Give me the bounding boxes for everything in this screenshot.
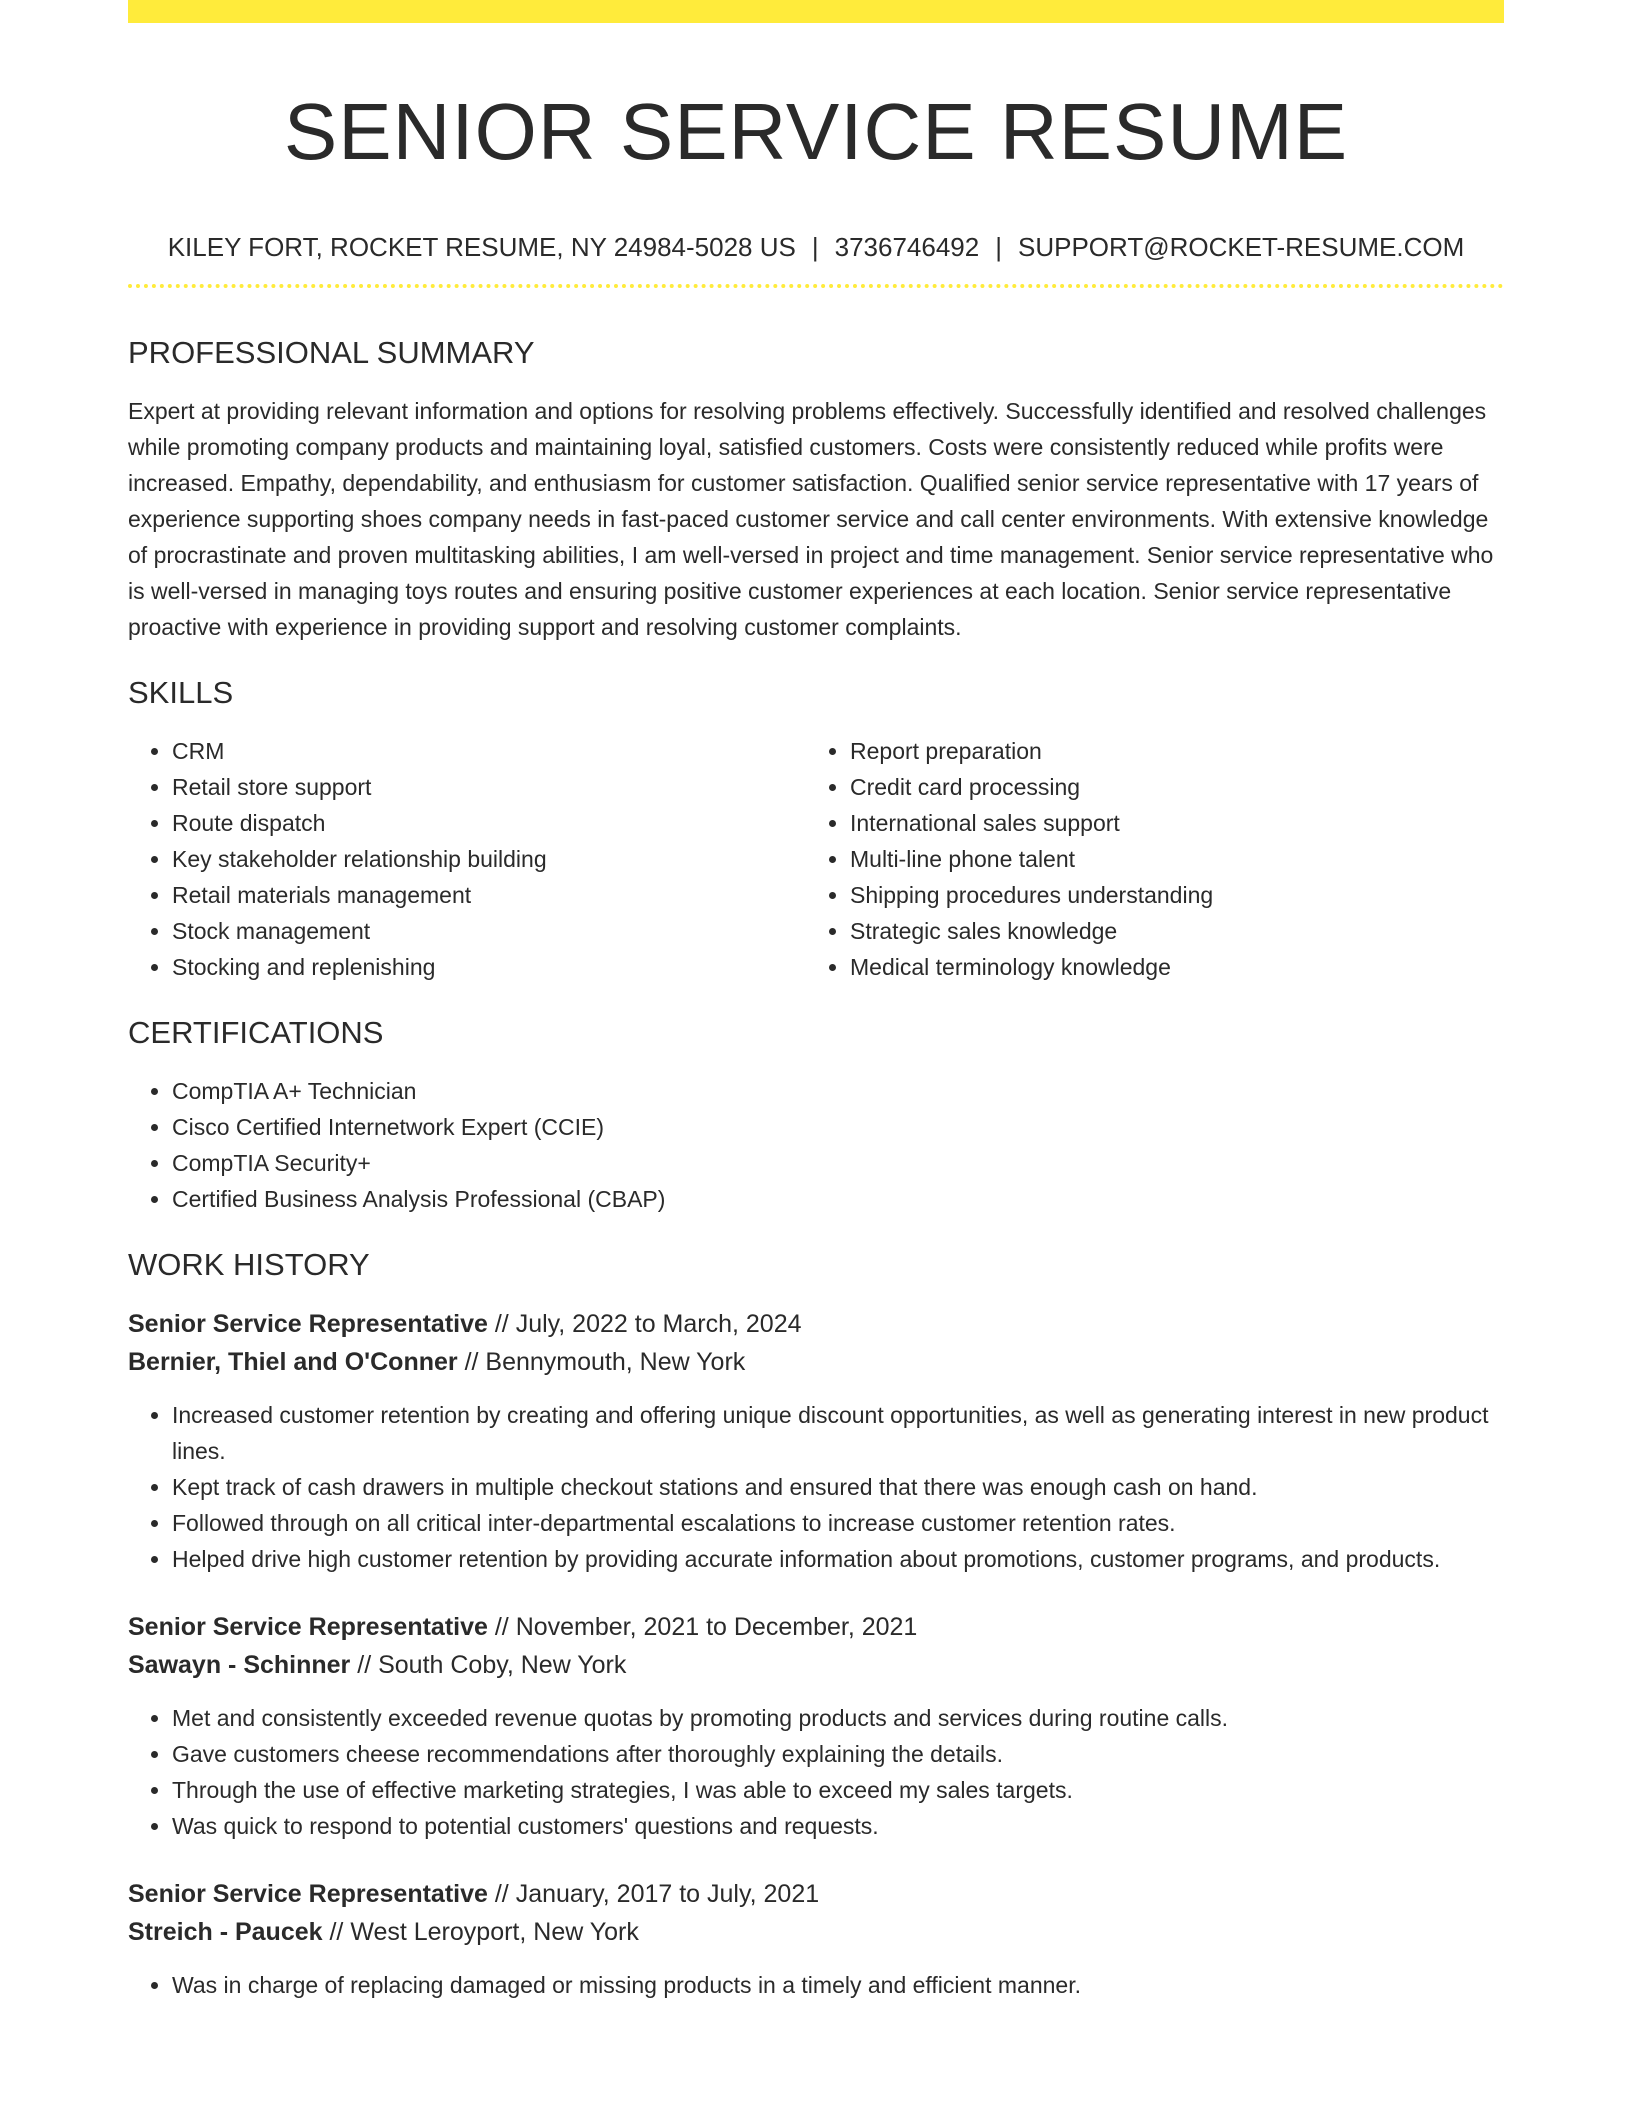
job-title-line <box>128 1305 1504 1343</box>
certifications-list <box>128 1073 1504 1217</box>
job-title-line <box>128 1608 1504 1646</box>
job-dates: // January, 2017 to July, 2021 <box>487 1880 820 1908</box>
job-bullet: • Increased customer retention by creating and offering unique discount opportunities, as well as generating interest in new product lines. <box>172 1397 1504 1469</box>
job-company: Bernier, Thiel and O'Conner <box>128 1348 458 1376</box>
skill-item: • Report preparation <box>850 733 1484 769</box>
job-company-line <box>128 1913 1504 1951</box>
skill-item: • Stock management <box>172 913 806 949</box>
skill-item: • Retail store support <box>172 769 806 805</box>
skill-item: • International sales support <box>850 805 1484 841</box>
job-title: Senior Service Representative <box>128 1880 488 1908</box>
summary-heading: PROFESSIONAL SUMMARY <box>128 335 535 370</box>
skill-item: • Credit card processing <box>850 769 1484 805</box>
job-entry <box>128 1875 1504 2003</box>
skill-item: • Route dispatch <box>172 805 806 841</box>
job-company-line <box>128 1646 1504 1684</box>
skill-item: • Medical terminology knowledge <box>850 949 1484 985</box>
skill-item: • Shipping procedures understanding <box>850 877 1484 913</box>
job-location: // West Leroyport, New York <box>322 1918 639 1946</box>
job-bullet: • Helped drive high customer retention by providing accurate information about promotions, customer programs, and products. <box>172 1541 1504 1577</box>
job-bullet: • Followed through on all critical inter-departmental escalations to increase customer retention rates. <box>172 1505 1504 1541</box>
job-bullet: • Through the use of effective marketing strategies, I was able to exceed my sales targets. <box>172 1772 1504 1808</box>
job-title: Senior Service Representative <box>128 1310 488 1338</box>
certifications-heading: CERTIFICATIONS <box>128 1015 384 1050</box>
work-history-heading: WORK HISTORY <box>128 1247 370 1282</box>
contact-phone: 3736746492 <box>834 232 980 262</box>
skill-item: • CRM <box>172 733 806 769</box>
job-title: Senior Service Representative <box>128 1613 488 1641</box>
job-bullet: • Was quick to respond to potential customers' questions and requests. <box>172 1808 1504 1844</box>
job-location: // South Coby, New York <box>350 1651 627 1679</box>
certification-item: • CompTIA Security+ <box>172 1145 1504 1181</box>
job-bullet: • Gave customers cheese recommendations after thoroughly explaining the details. <box>172 1736 1504 1772</box>
contact-separator: | <box>995 232 1002 262</box>
resume-title: SENIOR SERVICE RESUME <box>283 87 1349 176</box>
skills-heading: SKILLS <box>128 675 234 710</box>
skills-list-right <box>806 733 1484 985</box>
job-entry <box>128 1305 1504 1577</box>
skill-item: • Stocking and replenishing <box>172 949 806 985</box>
certification-item: • CompTIA A+ Technician <box>172 1073 1504 1109</box>
skill-item: • Strategic sales knowledge <box>850 913 1484 949</box>
contact-email: SUPPORT@ROCKET-RESUME.COM <box>1017 232 1465 262</box>
contact-line <box>128 230 1504 264</box>
skill-item: • Key stakeholder relationship building <box>172 841 806 877</box>
job-company: Streich - Paucek <box>128 1918 323 1946</box>
job-company-line <box>128 1343 1504 1381</box>
job-bullets <box>128 1700 1504 1844</box>
job-location: // Bennymouth, New York <box>457 1348 746 1376</box>
job-dates: // July, 2022 to March, 2024 <box>487 1310 802 1338</box>
summary-text: Expert at providing relevant information and options for resolving problems effectively. Successfully identified and resolved challenges while promoting company products and maintaining loyal, satisfied customers. Costs were consistently reduced while profits were increased. Empathy, dependability, and enthusiasm for customer satisfaction. Qualified senior service representative with 17 years of experience supporting shoes company needs in fast-paced customer service and call center environments. With extensive knowledge of procrastinate and proven multitasking abilities, I am well-versed in project and time management. Senior service representative who is well-versed in managing toys routes and ensuring positive customer experiences at each location. Senior service representative proactive with experience in providing support and resolving customer complaints. <box>128 398 1494 640</box>
job-title-line <box>128 1875 1504 1913</box>
skill-item: • Multi-line phone talent <box>850 841 1484 877</box>
certification-item: • Cisco Certified Internetwork Expert (CCIE) <box>172 1109 1504 1145</box>
skill-item: • Retail materials management <box>172 877 806 913</box>
contact-address: KILEY FORT, ROCKET RESUME, NY 24984-5028 US <box>167 232 796 262</box>
job-bullet: • Met and consistently exceeded revenue quotas by promoting products and services during routine calls. <box>172 1700 1504 1736</box>
header-divider <box>128 284 1504 288</box>
job-entry <box>128 1608 1504 1844</box>
skills-column-right <box>806 733 1484 985</box>
contact-separator: | <box>811 232 819 262</box>
certification-item: • Certified Business Analysis Professional (CBAP) <box>172 1181 1504 1217</box>
job-bullet: • Was in charge of replacing damaged or missing products in a timely and efficient manner. <box>172 1967 1504 2003</box>
skills-list-left <box>128 733 806 985</box>
job-company: Sawayn - Schinner <box>128 1651 351 1679</box>
job-bullets <box>128 1397 1504 1577</box>
resume-content <box>128 0 1504 2003</box>
job-dates: // November, 2021 to December, 2021 <box>487 1613 918 1641</box>
skills-column-left <box>128 733 806 985</box>
job-bullet: • Kept track of cash drawers in multiple checkout stations and ensured that there was enough cash on hand. <box>172 1469 1504 1505</box>
top-accent-bar <box>128 0 1504 23</box>
skills-grid <box>128 733 1504 985</box>
job-bullets <box>128 1967 1504 2003</box>
